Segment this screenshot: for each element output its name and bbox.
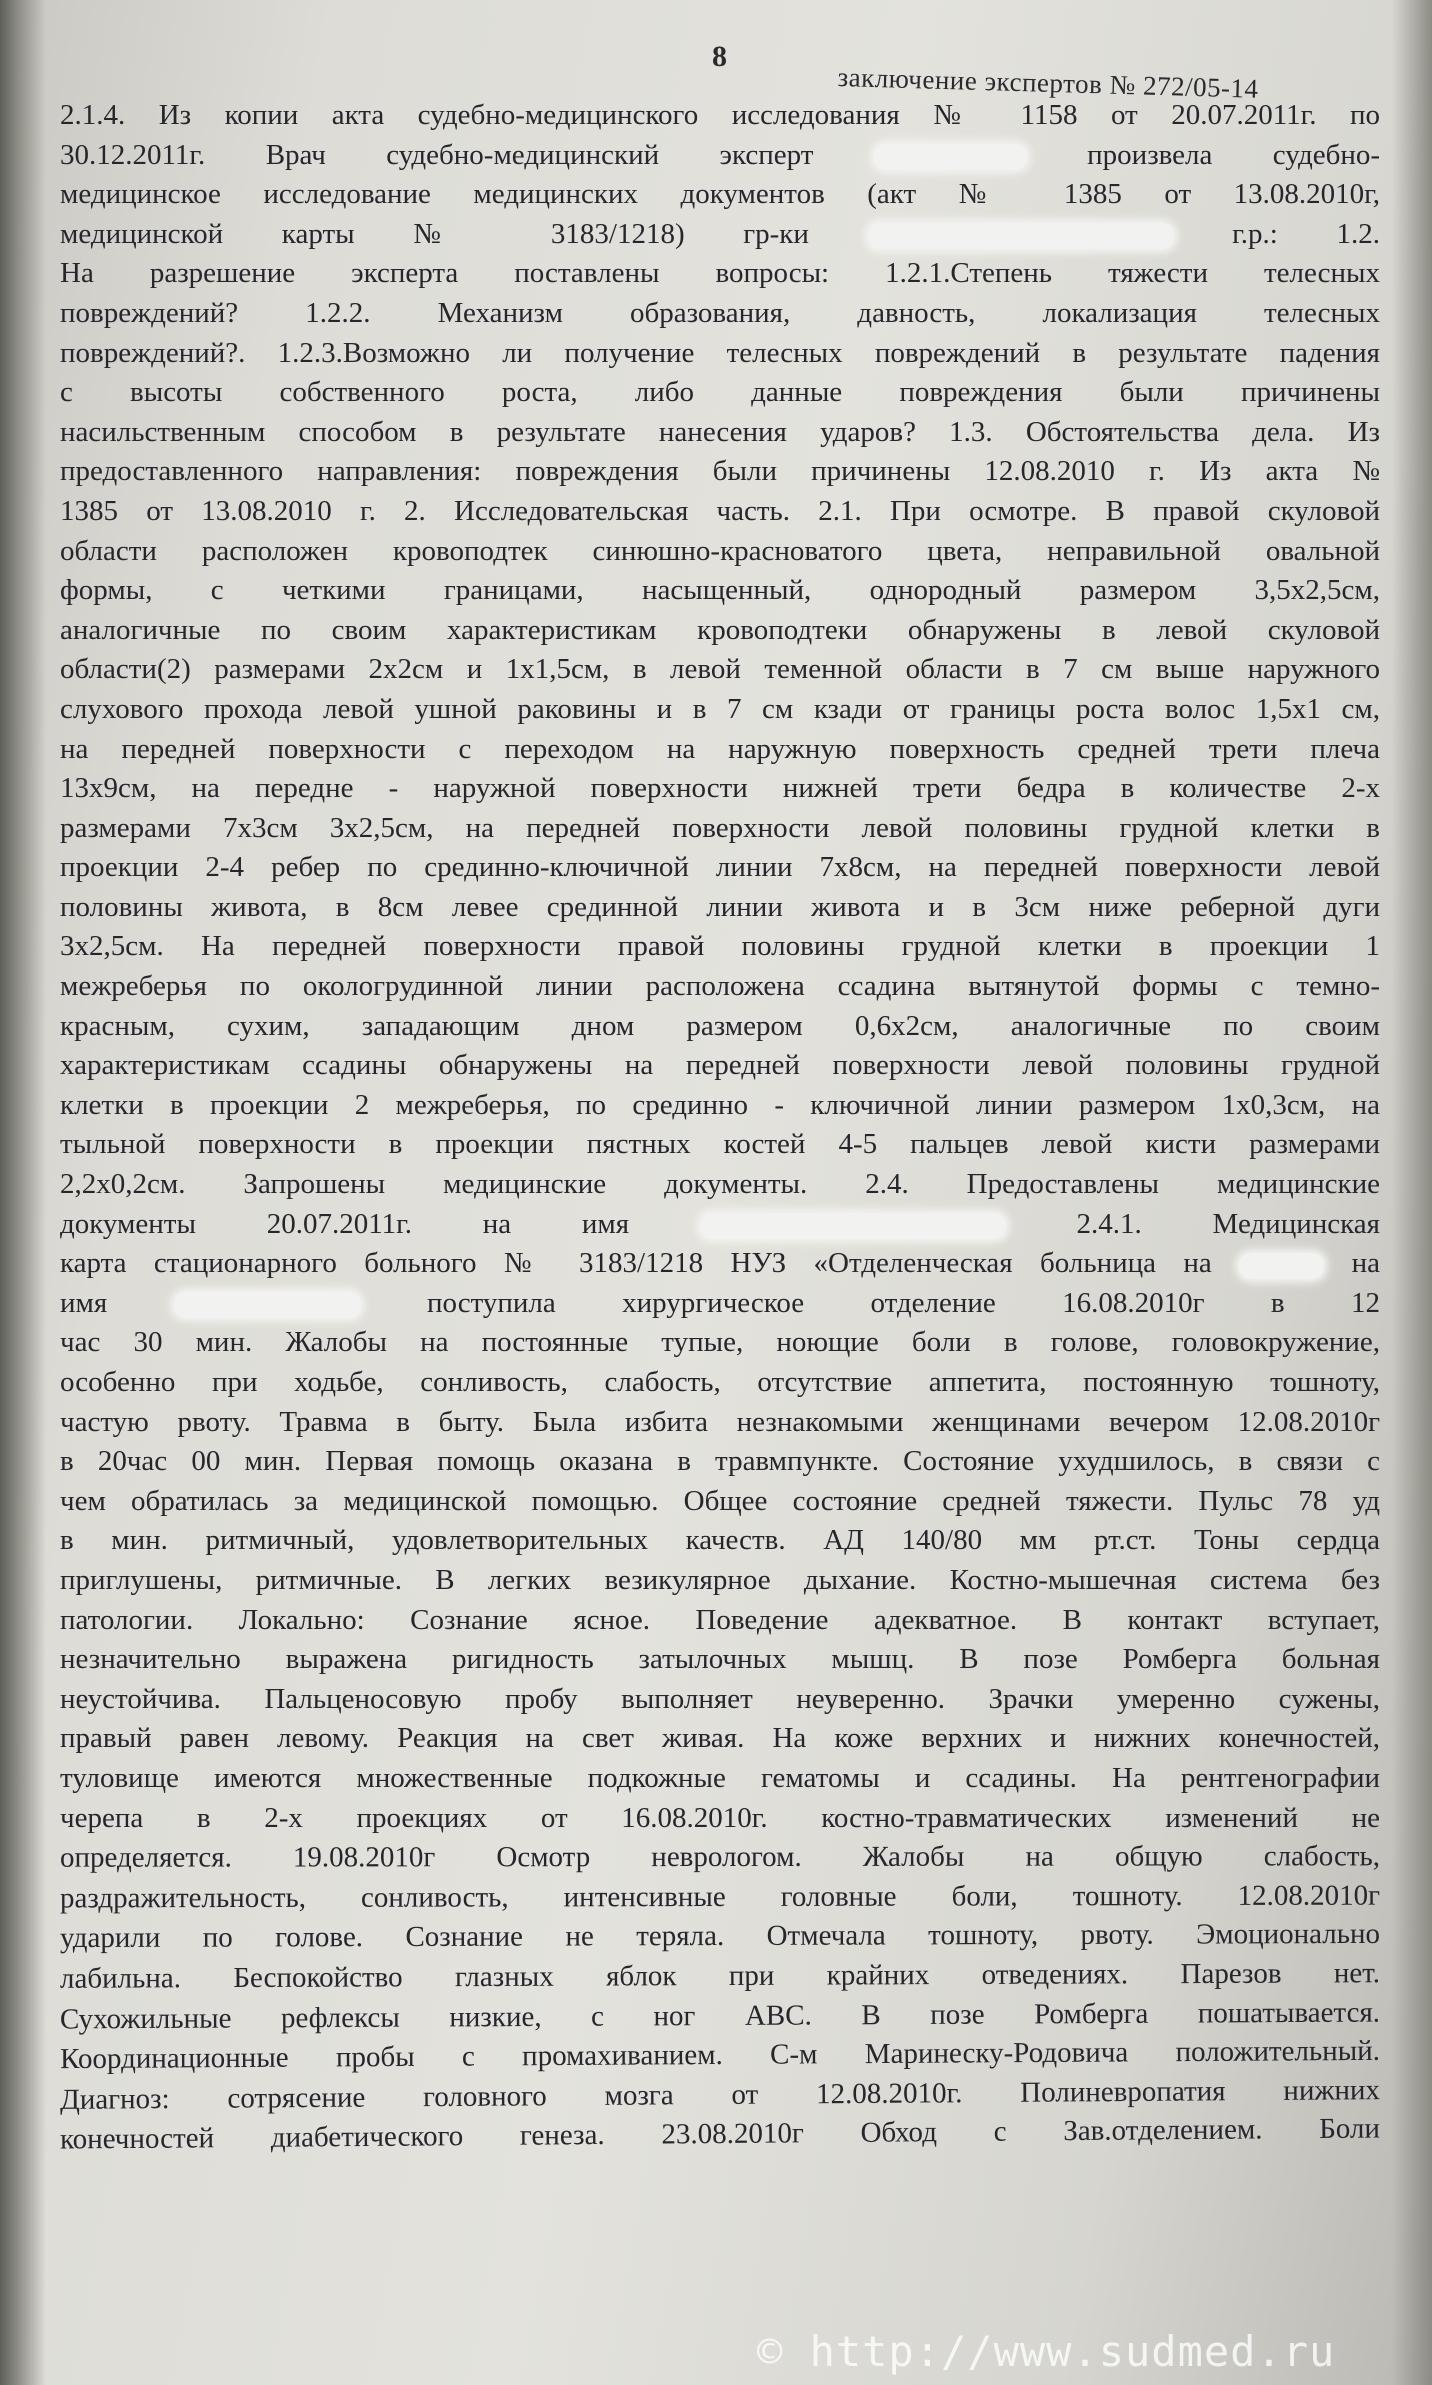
text-line: 13х9см, на передне - наружной поверхности нижней трети бедра в количестве 2-х <box>60 772 1380 805</box>
text-line: незначительно выражена ригидность затылочных мышц. В позе Ромберга больная <box>60 1643 1380 1676</box>
text-line: медицинское исследование медицинских документов (акт № 1385 от 13.08.2010г, <box>60 178 1380 211</box>
text-line: аналогичные по своим характеристикам кровоподтеки обнаружены в левой скуловой <box>60 613 1380 646</box>
text-line: половины живота, в 8см левее срединной линии живота и в 3см ниже реберной дуги <box>60 890 1380 923</box>
text-line: проекции 2-4 ребер по срединно-ключичной линии 7х8см, на передней поверхности левой <box>60 851 1380 884</box>
text-line: характеристикам ссадины обнаружены на передней поверхности левой половины грудной <box>60 1049 1380 1082</box>
page-number: 8 <box>712 40 727 73</box>
text-line: частую рвоту. Травма в быту. Была избита незнакомыми женщинами вечером 12.08.2010г <box>60 1405 1380 1438</box>
redaction-mark <box>1239 1253 1324 1279</box>
text-line: конечностей диабетического генеза. 23.08.2010г Обход с Зав.отделением. Боли <box>59 2112 1381 2156</box>
text-line: слухового прохода левой ушной раковины и в 7 см кзади от границы роста волос 1,5х1 см, <box>60 692 1380 725</box>
text-line: клетки в проекции 2 межреберья, по срединно - ключичной линии размером 1х0,3см, на <box>60 1088 1380 1121</box>
text-line: формы, с четкими границами, насыщенный, однородный размером 3,5х2,5см, <box>60 574 1380 607</box>
page-edge-shadow-left <box>0 0 46 2385</box>
text-line: предоставленного направления: повреждения были причинены 12.08.2010 г. Из акта № <box>60 455 1380 488</box>
text-line: в мин. ритмичный, удовлетворительных качеств. АД 140/80 мм рт.ст. Тоны сердца <box>60 1524 1380 1557</box>
text-line: туловище имеются множественные подкожные гематомы и ссадины. На рентгенографии <box>60 1761 1380 1794</box>
text-line: правый равен левому. Реакция на свет живая. На коже верхних и нижних конечностей, <box>60 1722 1380 1755</box>
redaction-mark <box>700 1213 1006 1239</box>
text-line: красным, сухим, западающим дном размером 0,6х2см, аналогичные по своим <box>60 1009 1380 1042</box>
text-line: области(2) размерами 2х2см и 1х1,5см, в левой теменной области в 7 см выше наружного <box>60 653 1380 686</box>
text-line: Сухожильные рефлексы низкие, с ног АВС. В позе Ромберга пошатывается. <box>59 1996 1381 2035</box>
text-line: тыльной поверхности в проекции пястных костей 4-5 пальцев левой кисти размерами <box>60 1128 1380 1161</box>
text-line: 2,2х0,2см. Запрошены медицинские документы. 2.4. Предоставлены медицинские <box>60 1168 1380 1201</box>
text-line: приглушены, ритмичные. В легких везикулярное дыхание. Костно-мышечная система без <box>60 1563 1380 1596</box>
text-line: повреждений?. 1.2.3.Возможно ли получение телесных повреждений в результате падения <box>60 336 1380 369</box>
text-line: патологии. Локально: Сознание ясное. Поведение адекватное. В контакт вступает, <box>60 1603 1380 1636</box>
text-line: лабильна. Беспокойство глазных яблок при крайних отведениях. Парезов нет. <box>59 1957 1381 1995</box>
text-line: определяется. 19.08.2010г Осмотр неврологом. Жалобы на общую слабость, <box>59 1840 1381 1874</box>
text-line: 2.1.4. Из копии акта судебно-медицинского исследования № 1158 от 20.07.2011г. по <box>60 99 1380 131</box>
text-line: размерами 7х3см 3х2,5см, на передней поверхности левой половины грудной клетки в <box>60 811 1380 844</box>
text-line: чем обратилась за медицинской помощью. Общее состояние средней тяжести. Пульс 78 уд <box>60 1484 1380 1517</box>
text-line: 1385 от 13.08.2010 г. 2. Исследовательская часть. 2.1. При осмотре. В правой скуловой <box>60 494 1380 527</box>
text-line: с высоты собственного роста, либо данные повреждения были причинены <box>60 376 1380 409</box>
text-line: в 20час 00 мин. Первая помощь оказана в травмпункте. Состояние ухудшилось, в связи с <box>60 1445 1380 1478</box>
text-line: Координационные пробы с промахиванием. С-м Маринеску-Родовича положительный. <box>59 2034 1381 2076</box>
redaction-mark <box>868 223 1174 249</box>
text-line: карта стационарного больного № 3183/1218 НУЗ «Отделенческая больница на на <box>60 1247 1380 1280</box>
text-line: час 30 мин. Жалобы на постоянные тупые, ноющие боли в голове, головокружение, <box>60 1326 1380 1359</box>
document-body <box>60 96 1380 2155</box>
text-line: 30.12.2011г. Врач судебно-медицинский эксперт произвела судебно- <box>60 138 1380 171</box>
text-line: неустойчива. Пальценосовую пробу выполняет неуверенно. Зрачки умеренно сужены, <box>60 1682 1380 1715</box>
text-line: ударили по голове. Сознание не теряла. Отмечала тошноту, рвоту. Эмоционально <box>59 1918 1381 1955</box>
redaction-mark <box>874 144 1027 170</box>
watermark: © http://www.sudmed.ru <box>757 2327 1336 2376</box>
text-line: раздражительность, сонливость, интенсивные головные боли, тошноту. 12.08.2010г <box>59 1879 1381 1915</box>
text-line: документы 20.07.2011г. на имя 2.4.1. Медицинская <box>60 1207 1380 1240</box>
text-line: насильственным способом в результате нанесения ударов? 1.3. Обстоятельства дела. Из <box>60 415 1380 448</box>
text-line: черепа в 2-х проекциях от 16.08.2010г. костно-травматических изменений не <box>60 1801 1380 1834</box>
text-line: области расположен кровоподтек синюшно-красноватого цвета, неправильной овальной <box>60 534 1380 567</box>
text-line: особенно при ходьбе, сонливость, слабость, отсутствие аппетита, постоянную тошноту, <box>60 1366 1380 1398</box>
text-line: повреждений? 1.2.2. Механизм образования, давность, локализация телесных <box>60 296 1380 329</box>
text-line: Диагноз: сотрясение головного мозга от 12.08.2010г. Полиневропатия нижних <box>59 2073 1381 2116</box>
text-line: 3х2,5см. На передней поверхности правой половины грудной клетки в проекции 1 <box>60 930 1380 963</box>
text-line: на передней поверхности с переходом на наружную поверхность средней трети плеча <box>60 732 1380 765</box>
conclusion-header: заключение экспертов № 272/05-14 <box>837 62 1259 104</box>
page-edge-shadow-right <box>1392 0 1432 2385</box>
redaction-mark <box>174 1292 361 1318</box>
text-line: имя поступила хирургическое отделение 16.08.2010г в 12 <box>60 1286 1380 1319</box>
text-line: медицинской карты № 3183/1218) гр-ки г.р.: 1.2. <box>60 217 1380 250</box>
text-line: межреберья по окологрудинной линии расположена ссадина вытянутой формы с темно- <box>60 970 1380 1003</box>
text-line: На разрешение эксперта поставлены вопросы: 1.2.1.Степень тяжести телесных <box>60 257 1380 290</box>
